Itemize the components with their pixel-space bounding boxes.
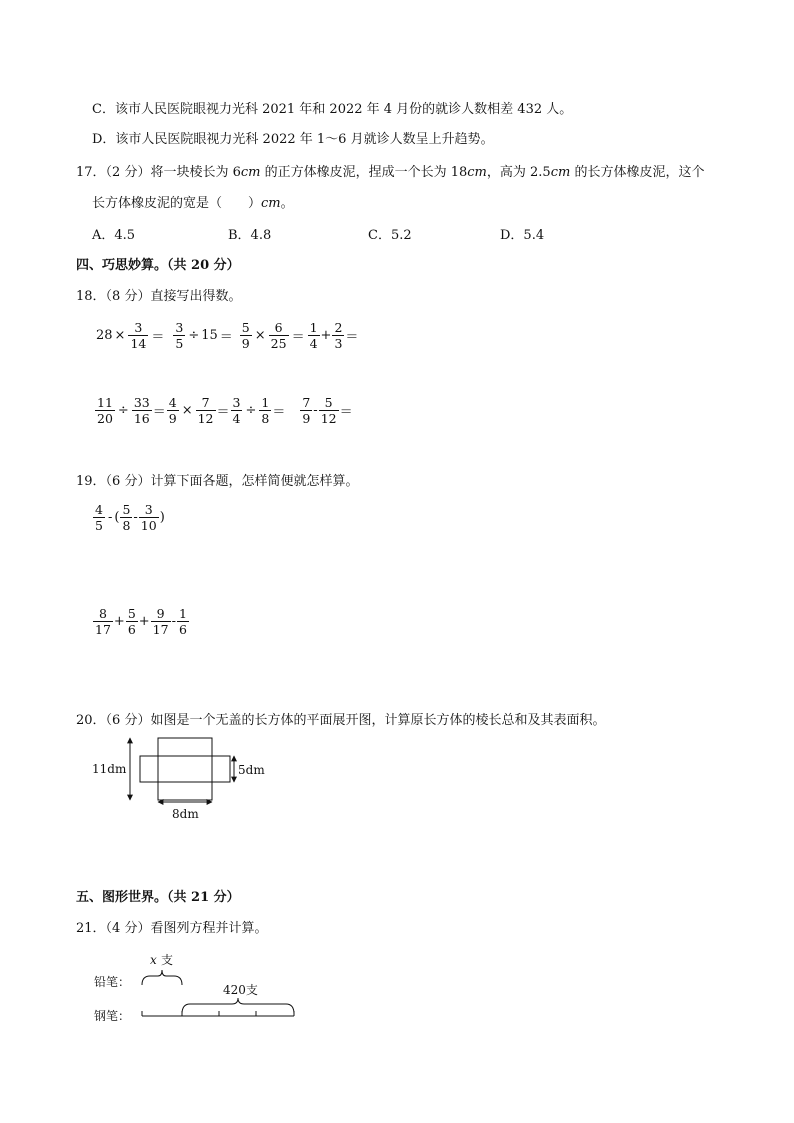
fraction: $\frac{1}{6}$ [178,606,187,637]
fraction: $\frac{5}{12}$ [320,395,337,426]
question-21-prompt: 21．（4 分）看图列方程并计算。 [76,921,268,936]
fraction: $\frac{3}{14}$ [130,320,147,351]
box-net-diagram [90,730,290,830]
fraction: $\frac{3}{5}$ [175,320,184,351]
fraction: $\frac{2}{3}$ [334,320,343,351]
pencil-pen-diagram [90,948,310,1028]
option-c-q17: C．5.2 [368,228,412,243]
fraction: $\frac{4}{5}$ [95,502,103,533]
question-18-prompt: 18．（8 分）直接写出得数。 [76,289,242,304]
pencil-label: 铅笔： [94,975,131,989]
option-d: D．该市人民医院眼视力光科 2022 年 1～6 月就诊人数呈上升趋势。 [92,132,494,147]
height-label: 11dm [92,762,127,776]
section-5-title: 五、图形世界。（共 21 分） [76,890,240,905]
fraction: $\frac{3}{4}$ [232,395,241,426]
fraction: $\frac{7}{12}$ [197,395,214,426]
question-17-line2: 长方体橡皮泥的宽是（ ）cm。 [92,196,294,211]
svg-text:x: x [150,953,157,967]
option-b: B．4.8 [228,228,272,243]
fraction: $\frac{7}{9}$ [302,395,311,426]
net-center-column [158,738,212,800]
fraction: $\frac{1}{4}$ [309,320,318,351]
q18-row-2: $\frac{11}{20}$ ÷ $\frac{33}{16}$ ＝ $\frac{4}{9}$ × $\frac{7}{12}$ ＝ $\frac{3}{4}$ ÷ $\frac{1}{8}$ ＝ $\frac{7}{9}$ - $\frac{5}{12}$ ＝ [97,395,353,426]
q18-row-1: 28 × $\frac{3}{14}$ ＝ $\frac{3}{5}$ ÷ 15 ＝ $\frac{5}{9}$ × $\frac{6}{25}$ ＝ $\frac{1}{4}$ + $\frac{2}{3}$ ＝ [96,320,359,351]
q19-expression-1: $\frac{4}{5}$ - ( $\frac{5}{8}$ - $\frac{3}{10}$ ) [95,502,165,533]
fraction: $\frac{4}{9}$ [168,395,177,426]
fraction: $\frac{3}{10}$ [140,502,157,533]
side-label: 5dm [238,763,265,777]
fraction: $\frac{6}{25}$ [270,320,287,351]
pen-label: 钢笔： [94,1009,131,1023]
net-middle-band [140,756,230,782]
fraction: $\frac{5}{8}$ [122,502,131,533]
q19-expression-2: $\frac{8}{17}$ + $\frac{5}{6}$ + $\frac{9}{17}$ - $\frac{1}{6}$ [95,606,187,637]
fraction: $\frac{5}{9}$ [241,320,250,351]
svg-text:支: 支 [161,953,174,967]
fraction: $\frac{9}{17}$ [152,606,169,637]
total-label: 420支 [223,983,258,997]
fraction: $\frac{11}{20}$ [97,395,113,426]
fraction: $\frac{1}{8}$ [261,395,270,426]
width-label: 8dm [172,807,199,821]
fraction: $\frac{8}{17}$ [95,606,111,637]
option-a: A．4.5 [92,228,136,243]
fraction: $\frac{5}{6}$ [127,606,136,637]
option-c: C．该市人民医院眼视力光科 2021 年和 2022 年 4 月份的就诊人数相差 432 人。 [92,102,573,117]
question-19-prompt: 19．（6 分）计算下面各题，怎样简便就怎样算。 [76,474,359,489]
question-17-line1: 17．（2 分）将一块棱长为 6cm 的正方体橡皮泥，捏成一个长为 18cm，高为 2.5cm 的长方体橡皮泥，这个 [76,165,705,180]
section-4-title: 四、巧思妙算。（共 20 分） [76,258,240,273]
question-20-prompt: 20．（6 分）如图是一个无盖的长方体的平面展开图，计算原长方体的棱长总和及其表面积。 [76,713,606,728]
option-d-q17: D．5.4 [500,228,545,243]
fraction: $\frac{33}{16}$ [133,395,150,426]
